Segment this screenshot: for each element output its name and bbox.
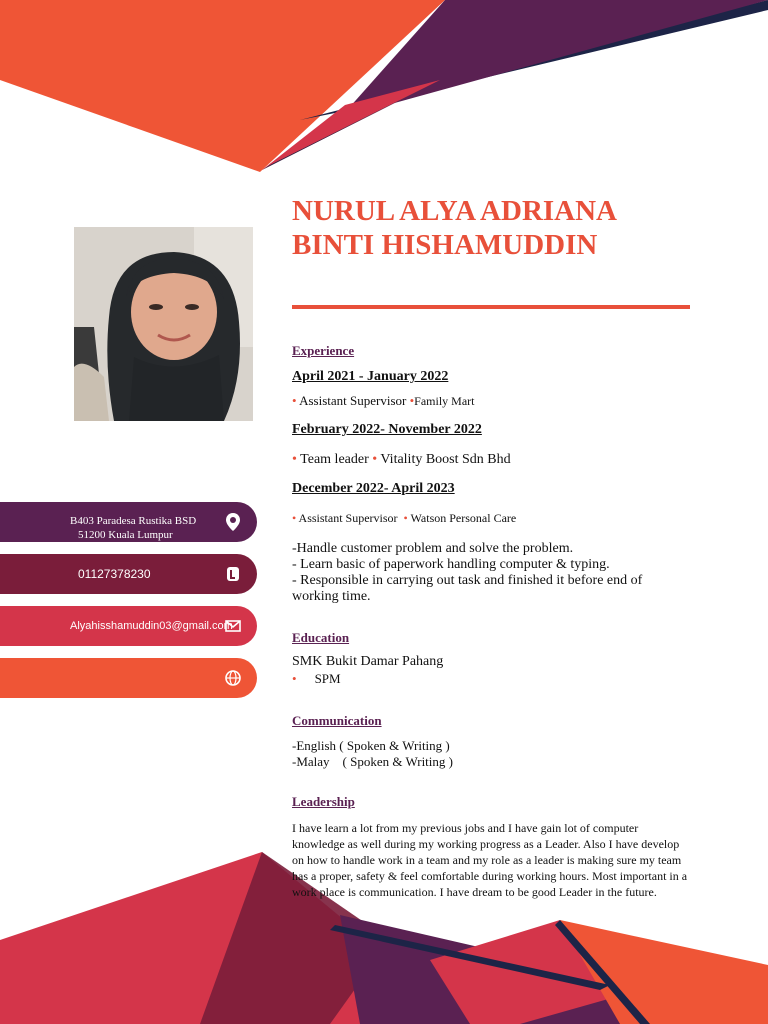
address-line-2: 51200 Kuala Lumpur	[78, 529, 173, 541]
job-period-3: December 2022- April 2023	[292, 481, 455, 496]
experience-duties	[292, 541, 642, 605]
location-pin-icon	[222, 511, 244, 533]
leadership-text: I have learn a lot from my previous jobs and I have gain lot of computer knowledge as well during my working progress as a Leader. Also I have develop on how to handle work in a team and my role as a leader is making sure my team has a proper, safety & feel comfortable during working hours. Most important in a work place is communication. I have dream to be good Leader in the future.	[292, 821, 688, 899]
job-role-1: • Assistant Supervisor •Family Mart	[292, 393, 475, 408]
education-qualification: • SPM	[292, 671, 341, 686]
email-icon	[222, 615, 244, 637]
language-item: -Malay ( Spoken & Writing )	[292, 754, 453, 769]
communication-list	[292, 738, 453, 770]
job-role-3: • Assistant Supervisor • Watson Personal Care	[292, 511, 517, 525]
duty-line: - Responsible in carrying out task and finished it before end of	[292, 573, 643, 588]
communication-heading: Communication	[292, 713, 382, 728]
name-line-2: BINTI HISHAMUDDIN	[292, 229, 598, 261]
experience-heading: Experience	[292, 343, 355, 358]
candidate-name	[292, 194, 732, 262]
email-address[interactable]: Alyahisshamuddin03@gmail.com	[70, 620, 233, 632]
education-school: SMK Bukit Damar Pahang	[292, 654, 444, 669]
email-bar	[0, 606, 257, 646]
language-item: -English ( Spoken & Writing )	[292, 738, 450, 753]
address-line-1: B403 Paradesa Rustika BSD	[70, 515, 197, 527]
globe-icon	[222, 667, 244, 689]
duty-line: working time.	[292, 589, 371, 604]
job-role-2: • Team leader • Vitality Boost Sdn Bhd	[292, 452, 511, 467]
phone-icon	[222, 563, 244, 585]
job-period-2: February 2022- November 2022	[292, 422, 482, 437]
leadership-heading: Leadership	[292, 794, 355, 809]
address-bar	[0, 502, 257, 542]
job-period-1: April 2021 - January 2022	[292, 369, 449, 384]
profile-photo	[74, 227, 253, 421]
phone-bar	[0, 554, 257, 594]
phone-number[interactable]: 01127378230	[78, 567, 151, 581]
duty-line: - Learn basic of paperwork handling computer & typing.	[292, 557, 610, 572]
duty-line: -Handle customer problem and solve the problem.	[292, 541, 574, 556]
web-bar	[0, 658, 257, 698]
name-line-1: NURUL ALYA ADRIANA	[292, 195, 618, 227]
name-divider	[292, 305, 690, 309]
education-heading: Education	[292, 630, 350, 645]
